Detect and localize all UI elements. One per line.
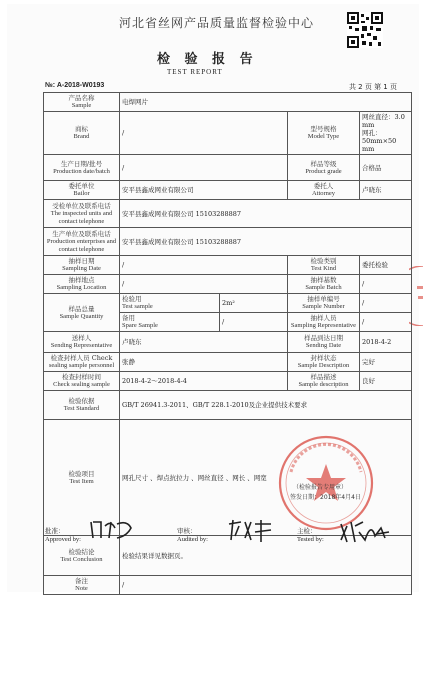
qr-code-icon <box>347 12 383 48</box>
tested-signature <box>337 516 393 546</box>
grade-label: 样品等级 Product grade <box>288 155 360 181</box>
audited-by: 审核： Audited by: <box>177 527 208 543</box>
brand-label: 商标 Brand <box>44 112 120 155</box>
note-label: 备注 Note <box>44 576 120 595</box>
tested-by: 主检： Tested by: <box>297 527 324 543</box>
attorney-label: 委托人 Attorney <box>288 181 360 200</box>
production-date-label: 生产日期/批号 Production date/batch <box>44 155 120 181</box>
bailor-value: 安平县鑫成网业有限公司 <box>120 181 288 200</box>
standard-value: GB/T 26941.3-2011、GB/T 228.1-2010及企业提供技术要求 <box>120 391 412 420</box>
check-time-label: 检查封样时间 Check sealing sample <box>44 372 120 391</box>
seal-person-label: 检查封样人员 Check sealing sample personnel <box>44 353 120 372</box>
model-value: 网丝直径：3.0 mm 网孔：50mm×50 mm <box>360 112 412 155</box>
issue-seal-text: （检验报告专用章） <box>293 484 348 491</box>
report-title-en: TEST REPORT <box>167 68 223 76</box>
sending-date-label: 样品到达日期 Sending Date <box>288 332 360 353</box>
sampling-location-value: / <box>120 275 288 294</box>
page-count: 共 2 页 第 1 页 <box>348 83 397 91</box>
product-name-label: 产品名称 Sample <box>44 93 120 112</box>
sending-rep-value: 卢晓东 <box>120 332 288 353</box>
note-value: / <box>120 576 412 595</box>
sample-number-value: / <box>360 294 412 313</box>
sample-number-label: 抽样单编号 Sample Number <box>288 294 360 313</box>
spare-sample-value: / <box>220 313 288 332</box>
report-title: 检 验 报 告 <box>157 52 258 67</box>
seal-person-value: 张静 <box>120 353 288 372</box>
seal-state-label: 封样状态 Sample Description <box>288 353 360 372</box>
test-item-value: 网孔尺寸 、焊点抗拉力 、网丝直径 、网长 、网宽 <box>120 420 412 536</box>
approved-signature <box>87 516 137 542</box>
report-number: №: A-2018-W0193 <box>45 82 105 89</box>
audited-signature <box>225 516 275 544</box>
issue-date <box>290 492 361 501</box>
sample-batch-value: / <box>360 275 412 294</box>
conclusion-label: 检验结论 Test Conclusion <box>44 536 120 576</box>
sampling-date-value: / <box>120 256 288 275</box>
inspected-unit-value: 安平县鑫成网业有限公司 15103288887 <box>120 200 412 228</box>
test-kind-label: 检验类别 Test Kind <box>288 256 360 275</box>
test-item-label: 检验项目 Test Item <box>44 420 120 536</box>
production-date-value: / <box>120 155 288 181</box>
sending-rep-label: 送样人 Sending Representative <box>44 332 120 353</box>
producer-value: 安平县鑫成网业有限公司 15103288887 <box>120 228 412 256</box>
inspected-unit-label: 受检单位及联系电话 The inspected units and contact telephone <box>44 200 120 228</box>
approved-by: 批准： Approved by: <box>45 527 81 543</box>
bailor-label: 委托单位 Bailor <box>44 181 120 200</box>
check-time-value: 2018-4-2～2018-4-4 <box>120 372 288 391</box>
attorney-value: 卢晓东 <box>360 181 412 200</box>
sampling-location-label: 抽样地点 Sampling Location <box>44 275 120 294</box>
standard-label: 检验依据 Test Standard <box>44 391 120 420</box>
report-sheet <box>7 4 419 592</box>
model-label: 型号规格 Model Type <box>288 112 360 155</box>
sampling-rep-value: / <box>360 313 412 332</box>
sample-batch-label: 抽样基数 Sample Batch <box>288 275 360 294</box>
test-sample-label: 检验用 Test sample <box>120 294 220 313</box>
issue-date-value: 2018年4月4日 <box>320 494 361 501</box>
org-name: 河北省丝网产品质量监督检验中心 <box>119 16 315 30</box>
sending-date-value: 2018-4-2 <box>360 332 412 353</box>
grade-value: 合格品 <box>360 155 412 181</box>
brand-value: / <box>120 112 288 155</box>
seal-state-value: 完好 <box>360 353 412 372</box>
spare-sample-label: 备用 Spare Sample <box>120 313 220 332</box>
test-kind-value: 委托检验 <box>360 256 412 275</box>
product-name-value: 电焊网片 <box>120 93 412 112</box>
sample-desc-value: 良好 <box>360 372 412 391</box>
test-sample-value: 2m² <box>220 294 288 313</box>
producer-label: 生产单位及联系电话 Production enterprises and contact telephone <box>44 228 120 256</box>
conclusion-value: 检验结果详见数据页。 <box>120 536 412 576</box>
quantity-label: 样品总量 Sample Quantity <box>44 294 120 332</box>
sample-desc-label: 样品描述 Sample description <box>288 372 360 391</box>
issue-date-label: 签发日期： <box>290 494 321 501</box>
sampling-rep-label: 抽样人员 Sampling Representative <box>288 313 360 332</box>
sampling-date-label: 抽样日期 Sampling Date <box>44 256 120 275</box>
